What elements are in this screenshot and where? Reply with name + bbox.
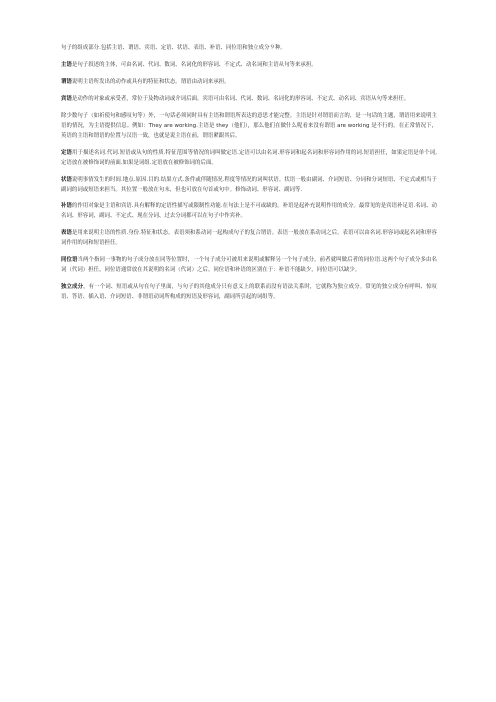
paragraph-independent-element	[61, 283, 437, 303]
paragraph-adverbial	[61, 176, 437, 196]
term-subject: 主语	[61, 62, 72, 69]
term-object: 宾语	[61, 96, 72, 103]
paragraph-predicative	[61, 229, 437, 249]
paragraph-subject	[61, 61, 437, 71]
intro-paragraph: 句子的组成部分.包括主语、谓语、宾语、定语、状语、表语、补语、同位语和独立成分９种。	[61, 45, 286, 51]
term-predicative: 表语	[61, 230, 72, 237]
paragraph-appositive	[61, 256, 437, 276]
paragraph-text: 用于描述名词.代词.短语或从句的性质.特征范围等情况的词叫做定语.定语可以由名词.形容词和起名词和形容词作用的词.短语担任，如果定语是单个词,定语放在被修饰词的前面.如果是词组.定语放在被修饰词的后面。	[61, 149, 437, 166]
term-predicate: 谓语	[61, 79, 72, 86]
paragraph-text: 说明主语所发出的动作或具有的特征和状态。谓语由动词来承担。	[71, 79, 230, 86]
paragraph-object	[61, 95, 437, 105]
paragraph-text: 是句子叙述的主体，可由名词、代词、数词、名词化的形容词、不定式、动名词和主语从句等来承担。	[71, 62, 317, 69]
paragraph-subject-predicate-note	[61, 112, 437, 141]
paragraph-text: 是用来说明主语的性质.身份.特征和状态。表语须和系动词一起构成句子的复合谓语。表语一般放在系动词之后。表语可以由名词.形容词或起名词和形容词作用的词和短语担任。	[61, 230, 437, 247]
term-independent-element: 独立成分	[61, 283, 84, 290]
term-attribute: 定语	[61, 149, 73, 156]
paragraph-text: 除少数句子（如祈使句和感叹句等）外，一句话必须同时具有主语和谓语所表达的意思才能完整。主语是针对谓语而言的，是一句话的主题，谓语用来说明主语的情况，为主语提供信息。例如：They are working.主语是 they（他们），那么他们在做什么呢看来没有谓语 are working 是不行的。在正常情况下，英语的主语和谓语的位置与汉语一致，也就是说主语在前，谓语紧跟其后。	[61, 113, 437, 139]
paragraph-text: 的作用对象是主语和宾语.具有解释的定语性描写或限制性功能.在句法上是不可或缺的。补语是起补充说明作用的成分。最常见的是宾语补足语.名词、动名词、形容词，副词、不定式、现在分词、过去分词都可以在句子中作宾补。	[61, 203, 437, 220]
paragraph-complement	[61, 202, 437, 222]
term-appositive: 同位语	[61, 257, 78, 264]
paragraph-text: 说明事情发生的时间.地点.原因.目的.结果方式.条件或伴随情况.程度等情况的词叫状语。状语一般由副词、介词短语、分词和分词短语、不定式或相当于副词的词或短语来担当。其位置一般放在句末，但也可放在句首或句中。修饰动词、形容词、副词等.	[61, 176, 437, 193]
document-page	[61, 44, 437, 310]
term-adverbial: 状语	[61, 176, 72, 183]
term-complement: 补语	[61, 203, 72, 210]
paragraph-text: 是动作的对象或承受者，常位于及物动词或介词后面。宾语可由名词、代词、数词、名词化的形容词、不定式、动名词、宾语从句等来担任。	[71, 96, 410, 103]
paragraph-attribute	[61, 149, 437, 169]
paragraph-text: 当两个指同一事物的句子成分放在同等位置时，一个句子成分可被用来说明或解释另一个句子成分，前者就叫做后者的同位语.这两个句子成分多由名词（代词）担任，同位语通常放在其说明的名词（代词）之后。同位语和补语的区别在于：补语不能缺少，同位语可以缺少。	[61, 257, 437, 273]
paragraph-text: ，有一个词、短语或从句在句子里面，与句子的其他成分只有意义上的联系而没有语法关系时，它就称为独立成分。常见的独立成分有呼叫、惊叹语、答语、插入语、介词短语、非谓语动词所构成的短语及形容词，副词所引起的词组等。	[61, 283, 437, 300]
paragraph-predicate	[61, 78, 437, 88]
